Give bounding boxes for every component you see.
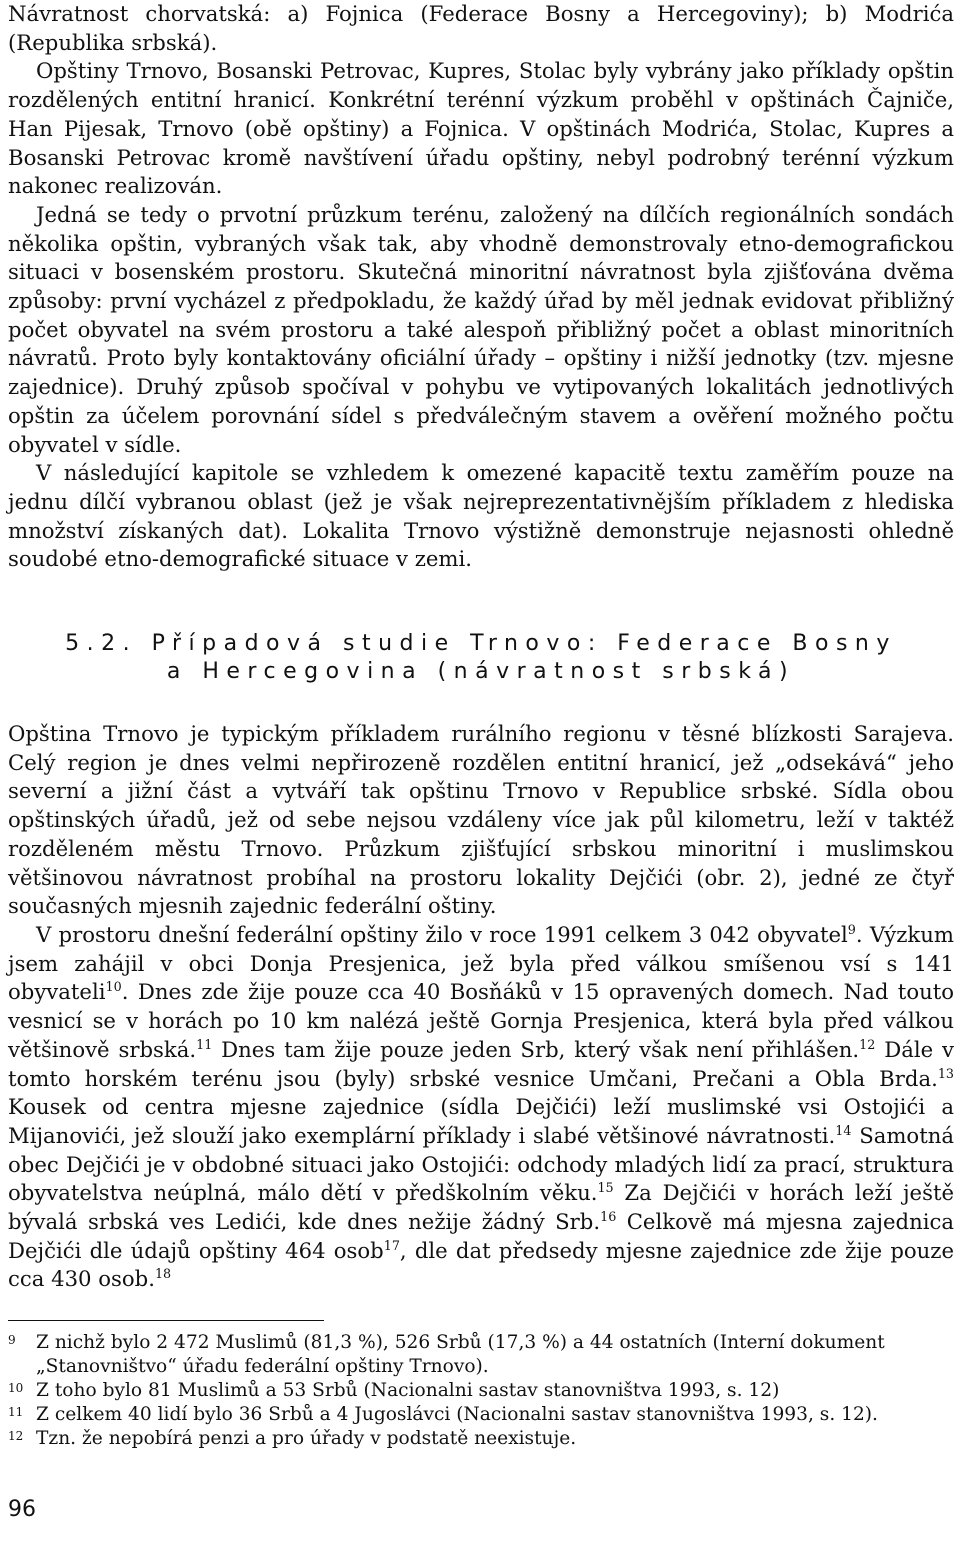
footnote-9 [8,1331,954,1379]
footnote-ref-11[interactable]: 11 [196,1036,213,1052]
text-segment: Dnes tam žije pouze jeden Srb, který však není přihlášen. [212,1036,860,1062]
footnote-text: Z toho bylo 81 Muslimů a 53 Srbů (Nacionalni sastav stanovništva 1993, s. 12) [36,1380,780,1402]
paragraph-opstiny-selection: Opštiny Trnovo, Bosanski Petrovac, Kupres, Stolac byly vybrány jako příklady opštin rozdělených entitní hranicí. Konkrétní terénní výzkum proběhl v opštinách Čajniče, Han Pijesak, Trnovo (obě opštiny) a Fojnica. V opštinách Modrića, Stolac, Kupres a Bosanski Petrovac kromě navštívení úřadu opštiny, nebyl podrobný terénní výzkum nakonec realizován. [8,58,954,199]
footnotes [8,1331,954,1451]
footnote-ref-14[interactable]: 14 [835,1122,852,1138]
section-heading-line-2: a Hercegovina (návratnost srbská) [166,659,796,685]
paragraph-next-chapter: V následující kapitole se vzhledem k omezené kapacitě textu zaměřím pouze na jednu dílčí vybranou oblast (jež je však nejreprezentativnějším příkladem z hlediska množství získaných dat). Lokalita Trnovo výstižně demonstruje nejasnosti ohledně soudobé etno-demografické situace v zemi. [8,460,954,572]
text-segment: Samotná obec Dejčići je v obdobné situaci jako Ostojići: odchody mladých lidí za prací, struktura obyvatelstva neúplná, málo dětí v předškolním věku. [8,1122,954,1206]
footnote-text: Z celkem 40 lidí bylo 36 Srbů a 4 Jugoslávci (Nacionalni sastav stanovništva 1993, s. 12). [36,1404,878,1426]
footnote-text: Tzn. že nepobírá penzi a pro úřady v podstatě neexistuje. [36,1428,577,1450]
page-number: 96 [8,1497,36,1522]
section-heading [8,630,954,686]
section-heading-line-1: 5.2. Případová studie Trnovo: Federace Bosny [65,631,897,657]
footnote-ref-16[interactable]: 16 [600,1208,617,1224]
footnote-number: 12 [8,1429,24,1444]
footnote-number: 10 [8,1381,24,1396]
paragraph-trnovo-research [8,921,954,1294]
footnote-number: 9 [8,1333,16,1348]
footnote-number: 11 [8,1405,24,1420]
footnote-ref-12[interactable]: 12 [859,1036,876,1052]
footnote-12 [8,1427,954,1451]
text-segment: V prostoru dnešní federální opštiny žilo v roce 1991 celkem 3 042 obyvatel [36,921,848,947]
text-segment: . Výzkum jsem zahájil v obci Donja Presjenica, jež byla před válkou smíšenou vsí s 141 obyvateli [8,921,954,1005]
footnote-ref-10[interactable]: 10 [105,979,122,995]
document-page [8,0,954,1451]
paragraph-return-croatian: Návratnost chorvatská: a) Fojnica (Federace Bosny a Hercegoviny); b) Modrića (Republika srbská). [8,1,954,55]
footnote-10 [8,1379,954,1403]
footnote-ref-17[interactable]: 17 [383,1237,400,1253]
footnote-ref-13[interactable]: 13 [937,1065,954,1081]
text-segment: Celkově má mjesna zajednica Dejčići dle údajů opštiny 464 osob [8,1209,955,1263]
footnote-divider [8,1320,324,1321]
text-segment: Kousek od centra mjesne zajednice (sídla Dejčići) leží muslimské vsi Ostojići a Mijanovići, jež slouží jako exemplární příklady i slabé většinové návratnosti. [8,1094,954,1148]
text-segment: Dále v tomto horském terénu jsou (byly) srbské vesnice Umčani, Prečani a Obla Brda. [8,1036,954,1091]
text-segment: Za Dejčići v horách leží ještě bývalá srbská ves Ledići, kde dnes nežije žádný Srb. [8,1180,954,1235]
paragraph-research-method: Jedná se tedy o prvotní průzkum terénu, založený na dílčích regionálních sondách několika opštin, vybraných však tak, aby vhodně demonstrovaly etno-demografickou situaci v bosenském prostoru. Skutečná minoritní návratnost byla zjišťována dvěma způsoby: první vycházel z předpokladu, že každý úřad by měl jednak evidovat přibližný počet obyvatel na svém prostoru a také alespoň přibližný počet a oblast minoritních návratů. Proto byly kontaktovány oficiální úřady – opštiny i nižší jednotky (tzv. mjesne zajednice). Druhý způsob spočíval v pohybu ve vytipovaných lokalitách jednotlivých opštin za účelem porovnání sídel s předválečným stavem a ověření možného počtu obyvatel v sídle. [8,201,954,457]
text-segment: , dle dat předsedy mjesne zajednice zde žije pouze cca 430 osob. [8,1237,954,1292]
footnote-11 [8,1403,954,1427]
paragraph-trnovo-intro: Opština Trnovo je typickým příkladem rurálního regionu v těsné blízkosti Sarajeva. Celý region je dnes velmi nepřirozeně rozdělen entitní hranicí, jež „odsekává“ jeho severní a jižní část a vytváří tak opštinu Trnovo v Republice srbské. Sídla obou opštinských úřadů, jež od sebe nejsou vzdáleny více jak půl kilometru, leží v taktéž rozděleném městu Trnovo. Průzkum zjišťující srbskou minoritní i muslimskou většinovou návratnost probíhal na prostoru lokality Dejčići (obr. 2), jedné ze čtyř současných mjesnih zajednic federální oštiny. [8,721,954,919]
footnote-ref-18[interactable]: 18 [154,1266,172,1282]
footnote-ref-15[interactable]: 15 [597,1180,614,1196]
footnote-ref-9[interactable]: 9 [847,921,856,937]
footnote-text: Z nichž bylo 2 472 Muslimů (81,3 %), 526 Srbů (17,3 %) a 44 ostatních (Interní dokument „Stanovništvo“ úřadu federální opštiny Trnovo). [36,1332,885,1378]
main-text [8,0,954,1294]
text-segment: . Dnes zde žije pouze cca 40 Bosňáků v 15 opravených domech. Nad touto vesnicí se v horách po 10 km nalézá ještě Gornja Presjenica, která byla před válkou většinově srbská. [8,979,954,1062]
